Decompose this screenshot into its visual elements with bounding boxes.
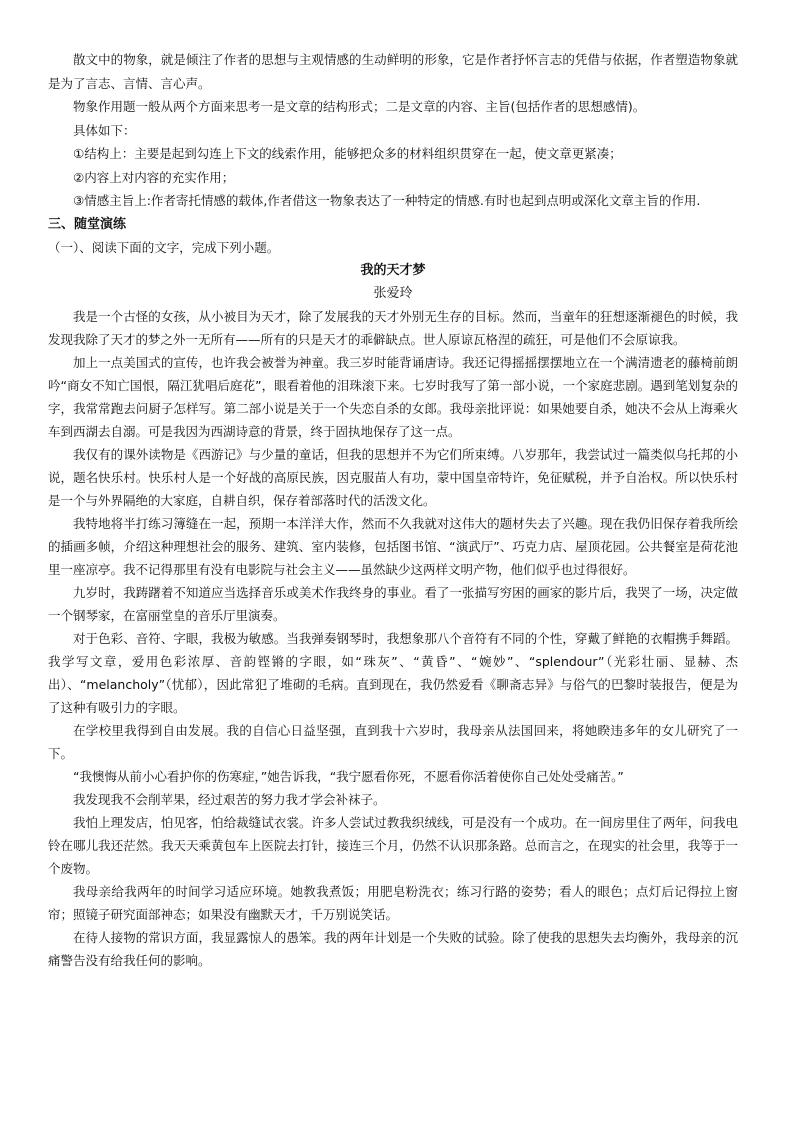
intro-point-structure: ①结构上：主要是起到勾连上下文的线索作用，能够把众多的材料组织贯穿在一起，使文章更紧凑； bbox=[73, 146, 622, 161]
essay-paragraph: 九岁时，我踌躇着不知道应当选择音乐或美术作我终身的事业。看了一张描写穷困的画家的影片后，我哭了一场，决定做一个钢琴家，在富丽堂皇的音乐厅里演奏。 bbox=[48, 584, 738, 623]
essay-paragraph: 我是一个古怪的女孩，从小被目为天才，除了发展我的天才外别无生存的目标。然而，当童年的狂想逐渐褪色的时候，我发现我除了天才的梦之外一无所有——所有的只是天才的乖僻缺点。世人原谅瓦格涅的疏狂，可是他们不会原谅我。 bbox=[48, 308, 738, 347]
intro-point-emotion: ③情感主旨上:作者寄托情感的载体,作者借这一物象表达了一种特定的情感.有时也起到点明或深化文章主旨的作用. bbox=[73, 193, 701, 208]
intro-paragraph-2: 物象作用题一般从两个方面来思考一是文章的结构形式；二是文章的内容、主旨(包括作者的思想感情)。 bbox=[73, 99, 646, 114]
section-instruction: （一）、阅读下面的文字，完成下列小题。 bbox=[48, 239, 280, 255]
essay-author: 张爱玲 bbox=[373, 285, 413, 301]
essay-paragraph: 我特地将半打练习簿缝在一起，预期一本洋洋大作，然而不久我就对这伟大的题材失去了兴趣。现在我仍旧保存着我所绘的插画多帧，介绍这种理想社会的服务、建筑、室内装修，包括图书馆、“演武厅”、巧克力店、屋顶花园。公共餐室是荷花池里一座凉亭。我不记得那里有没有电影院与社会主义——虽然缺少这两样文明产物，他们似乎也过得很好。 bbox=[48, 515, 738, 577]
essay-paragraph: 我发现我不会削苹果，经过艰苦的努力我才学会补袜子。 bbox=[73, 791, 386, 807]
intro-paragraph-1: 散文中的物象，就是倾注了作者的思想与主观情感的生动鲜明的形象，它是作者抒怀言志的凭借与依据，作者塑造物象就是为了言志、言情、言心声。 bbox=[48, 52, 738, 91]
essay-paragraph: 对于色彩、音符、字眼，我极为敏感。当我弹奏钢琴时，我想象那八个音符有不同的个性，穿戴了鲜艳的衣帽携手舞蹈。我学写文章，爱用色彩浓厚、音韵铿锵的字眼，如“珠灰”、“黄昏”、“婉妙”、“splendour”（光彩壮丽、显赫、杰出）、“melancholy”（忧郁），因此常犯了堆砌的毛病。直到现在，我仍然爱看《聊斋志异》与俗气的巴黎时装报告，便是为了这种有吸引力的字眼。 bbox=[48, 630, 738, 715]
essay-paragraph: 我仅有的课外读物是《西游记》与少量的童话，但我的思想并不为它们所束缚。八岁那年，我尝试过一篇类似乌托邦的小说，题名快乐村。快乐村人是一个好战的高原民族，因克服苗人有功，蒙中国皇帝特许，免征赋税，并予自治权。所以快乐村是一个与外界隔绝的大家庭，自耕自织，保存着部落时代的活泼文化。 bbox=[48, 446, 738, 508]
essay-paragraph: 我怕上理发店，怕见客，怕给裁缝试衣裳。许多人尝试过教我织绒线，可是没有一个成功。在一间房里住了两年，问我电铃在哪儿我还茫然。我天天乘黄包车上医院去打针，接连三个月，仍然不认识那条路。总而言之，在现实的社会里，我等于一个废物。 bbox=[48, 814, 738, 876]
essay-body bbox=[48, 305, 738, 972]
document-page bbox=[48, 48, 738, 1108]
essay-paragraph: 我母亲给我两年的时间学习适应环境。她教我煮饭；用肥皂粉洗衣；练习行路的姿势；看人的眼色；点灯后记得拉上窗帘；照镜子研究面部神态；如果没有幽默天才，千万别说笑话。 bbox=[48, 883, 738, 922]
essay-paragraph: “我懊悔从前小心看护你的伤寒症，”她告诉我，“我宁愿看你死，不愿看你活着使你自己处处受痛苦。” bbox=[73, 768, 624, 784]
intro-paragraph-3: 具体如下： bbox=[73, 122, 136, 138]
intro-section bbox=[48, 48, 738, 213]
intro-point-content: ②内容上对内容的充实作用； bbox=[73, 169, 235, 185]
essay-paragraph: 在学校里我得到自由发展。我的自信心日益坚强，直到我十六岁时，我母亲从法国回来，将她睽违多年的女儿研究了一下。 bbox=[48, 722, 738, 761]
essay-paragraph: 加上一点美国式的宣传，也许我会被誉为神童。我三岁时能背诵唐诗。我还记得摇摇摆摆地立在一个满清遗老的藤椅前朗吟“商女不知亡国恨，隔江犹唱后庭花”，眼看着他的泪珠滚下来。七岁时我写了第一部小说，一个家庭悲剧。遇到笔划复杂的字，我常常跑去问厨子怎样写。第二部小说是关于一个失恋自杀的女郎。我母亲批评说：如果她要自杀，她决不会从上海乘火车到西湖去自溺。可是我因为西湖诗意的背景，终于固执地保存了这一点。 bbox=[48, 354, 738, 439]
section-heading: 三、随堂演练 bbox=[48, 216, 127, 232]
essay-paragraph: 在待人接物的常识方面，我显露惊人的愚笨。我的两年计划是一个失败的试验。除了使我的思想失去均衡外，我母亲的沉痛警告没有给我任何的影响。 bbox=[48, 929, 738, 968]
essay-title: 我的天才梦 bbox=[360, 262, 426, 278]
